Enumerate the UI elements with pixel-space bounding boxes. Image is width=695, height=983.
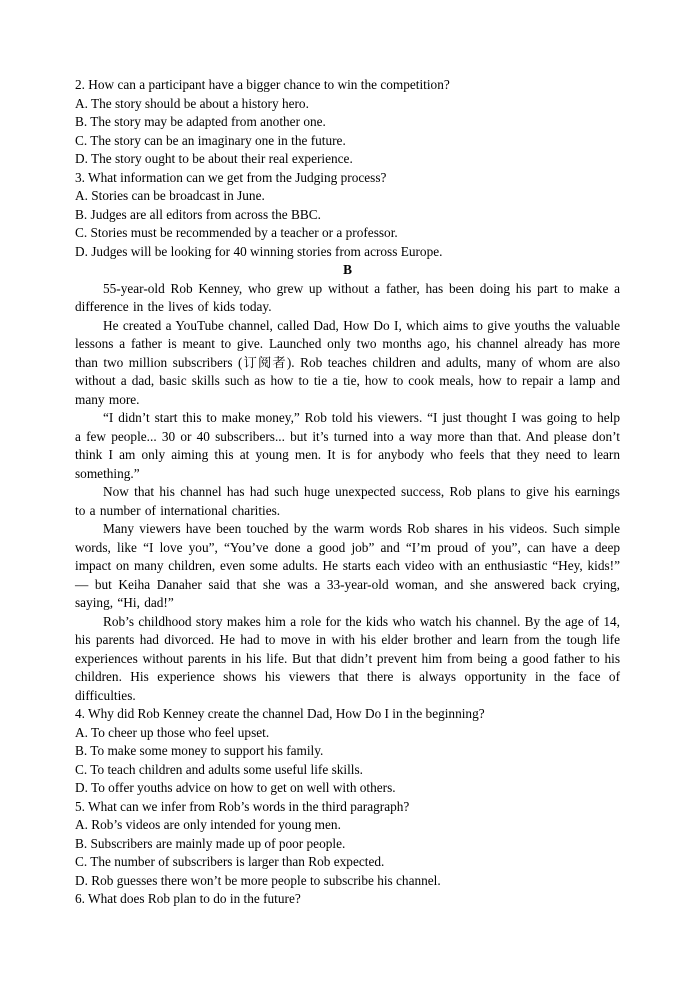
question-5-option-c: C. The number of subscribers is larger than Rob expected. [75, 854, 385, 869]
question-4-option-a: A. To cheer up those who feel upset. [75, 724, 270, 740]
question-5-option-b: B. Subscribers are mainly made up of poor people. [75, 835, 346, 851]
question-5-option-d: D. Rob guesses there won’t be more people to subscribe his channel. [75, 872, 441, 888]
passage-paragraph-4: Now that his channel has had such huge unexpected success, Rob plans to give his earnings to a number of international charities. [75, 484, 620, 518]
question-5-option-a: A. Rob’s videos are only intended for young men. [75, 817, 341, 832]
question-3-option-b: B. Judges are all editors from across the BBC. [75, 206, 321, 222]
question-5: 5. What can we infer from Rob’s words in the third paragraph? [75, 798, 410, 814]
question-3-option-d: D. Judges will be looking for 40 winning stories from across Europe. [75, 243, 443, 259]
question-2-option-b: B. The story may be adapted from another one. [75, 114, 326, 129]
question-3: 3. What information can we get from the Judging process? [75, 169, 387, 185]
passage-paragraph-6: Rob’s childhood story makes him a role for the kids who watch his channel. By the age of 14, his parents had divorced. He had to move in with his elder brother and learn from the tough life experiences without parents in his life. But that didn’t prevent him from being a good father to his children. His experience shows his viewers that there is always opportunity in the face of difficulties. [75, 613, 620, 703]
passage-paragraph-2: He created a YouTube channel, called Dad, How Do I, which aims to give youths the valuable lessons a father is meant to give. Launched only two months ago, his channel already has more than two million subscribers (订阅者). Rob teaches children and adults, many of whom are also without a dad, basic skills such as how to tie a tie, how to cook meals, how to repair a lamp and many more. [75, 317, 620, 407]
section-b-heading: B [343, 262, 352, 277]
question-4: 4. Why did Rob Kenney create the channel Dad, How Do I in the beginning? [75, 706, 485, 721]
question-2: 2. How can a participant have a bigger chance to win the competition? [75, 77, 450, 92]
question-2-option-d: D. The story ought to be about their real experience. [75, 151, 353, 166]
question-3-option-a: A. Stories can be broadcast in June. [75, 188, 265, 203]
question-4-option-b: B. To make some money to support his family. [75, 743, 324, 758]
passage-paragraph-5: Many viewers have been touched by the warm words Rob shares in his videos. Such simple words, like “I love you”, “You’ve done a good job” and “I’m proud of you”, can have a deep impact on many children, even some adults. He starts each video with an enthusiastic “Hey, kids!” — but Keiha Danaher said that she was a 33-year-old woman, and she answered back crying, saying, “Hi, dad!” [75, 521, 620, 610]
question-6: 6. What does Rob plan to do in the future? [75, 891, 301, 906]
question-3-option-c: C. Stories must be recommended by a teacher or a professor. [75, 225, 398, 240]
question-4-option-c: C. To teach children and adults some useful life skills. [75, 761, 363, 777]
worksheet-page [75, 76, 620, 909]
question-2-option-a: A. The story should be about a history hero. [75, 95, 309, 111]
passage-paragraph-3: “I didn’t start this to make money,” Rob told his viewers. “I just thought I was going to help a few people... 30 or 40 subscribers... but it’s turned into a way more than that. And please don’t think I am only aiming this at young men. It is for anybody who feels that they need to learn something.” [75, 410, 620, 481]
question-2-option-c: C. The story can be an imaginary one in the future. [75, 132, 346, 148]
question-4-option-d: D. To offer youths advice on how to get on well with others. [75, 780, 396, 795]
passage-paragraph-1: 55-year-old Rob Kenney, who grew up without a father, has been doing his part to make a difference in the lives of kids today. [75, 280, 620, 314]
